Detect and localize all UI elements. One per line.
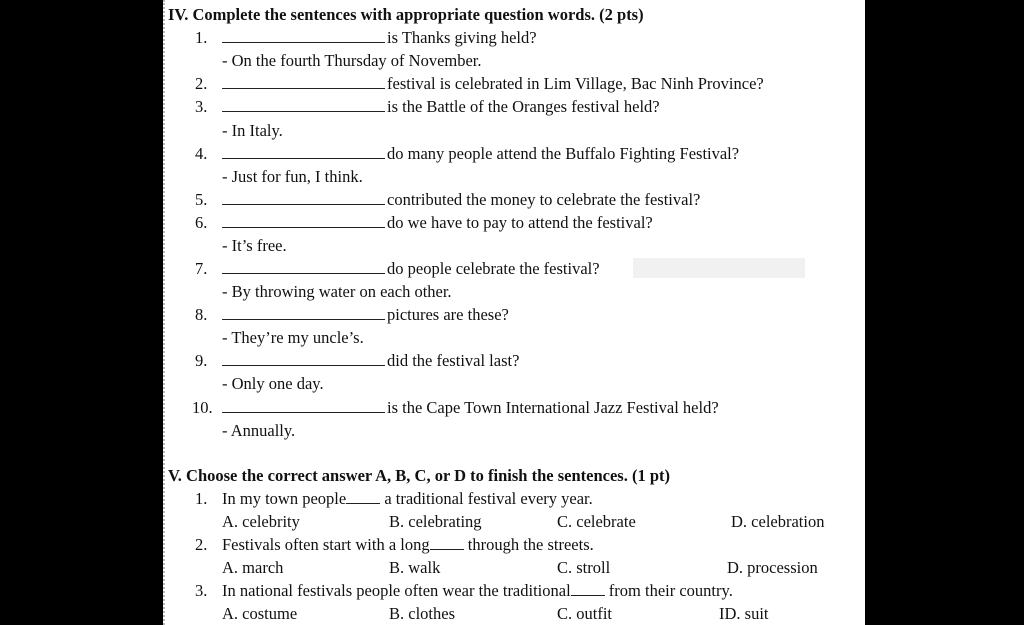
item-text: is the Battle of the Oranges festival held? — [387, 97, 660, 116]
item-text: pictures are these? — [387, 305, 509, 324]
answer-blank — [222, 74, 385, 89]
section-4-heading: IV. Complete the sentences with appropriate question words. (2 pts) — [168, 5, 644, 24]
question-before: In national festivals people often wear the traditional — [222, 581, 571, 600]
question-before: In my town people — [222, 489, 347, 508]
option-a: A. march — [222, 558, 284, 577]
answer-blank — [222, 97, 385, 112]
answer-text: - Only one day. — [222, 374, 324, 393]
item-text: do people celebrate the festival? — [387, 259, 600, 278]
option-b: B. walk — [389, 558, 441, 577]
item-text: is the Cape Town International Jazz Festival held? — [387, 398, 719, 417]
item-text: festival is celebrated in Lim Village, Bac Ninh Province? — [387, 74, 764, 93]
item-number: 8. — [195, 305, 208, 324]
option-b: B. clothes — [389, 604, 455, 623]
question-after: from their country. — [608, 581, 733, 600]
option-d: D. procession — [727, 558, 818, 577]
question-text — [222, 489, 593, 509]
answer-text: - Annually. — [222, 421, 296, 440]
answer-blank — [571, 583, 605, 596]
item-number: 9. — [195, 351, 208, 370]
question-number: 3. — [195, 581, 208, 600]
answer-blank — [222, 305, 385, 320]
option-b: B. celebrating — [389, 512, 482, 531]
answer-blank — [222, 28, 385, 43]
question-after: through the streets. — [467, 535, 594, 554]
question-before: Festivals often start with a long — [222, 535, 430, 554]
answer-text: - On the fourth Thursday of November. — [222, 51, 482, 70]
question-text — [222, 535, 594, 555]
option-d: ID. suit — [719, 604, 769, 623]
answer-text: - They’re my uncle’s. — [222, 328, 364, 347]
answer-blank — [222, 351, 385, 366]
answer-blank — [222, 213, 385, 228]
answer-blank — [430, 537, 464, 550]
item-number: 5. — [195, 190, 208, 209]
question-number: 1. — [195, 489, 208, 508]
item-number: 3. — [195, 97, 208, 116]
item-text: contributed the money to celebrate the festival? — [387, 190, 701, 209]
answer-blank — [222, 398, 385, 413]
option-c: C. stroll — [557, 558, 611, 577]
option-c: C. celebrate — [557, 512, 636, 531]
grey-highlight — [633, 258, 805, 278]
question-after: a traditional festival every year. — [384, 489, 593, 508]
item-number: 10. — [192, 398, 213, 417]
item-number: 1. — [195, 28, 208, 47]
option-c: C. outfit — [557, 604, 613, 623]
answer-blank — [222, 259, 385, 274]
option-a: A. costume — [222, 604, 298, 623]
item-text: did the festival last? — [387, 351, 520, 370]
worksheet-page — [163, 0, 865, 625]
item-number: 6. — [195, 213, 208, 232]
answer-blank — [222, 144, 385, 159]
item-number: 2. — [195, 74, 208, 93]
answer-text: - In Italy. — [222, 121, 283, 140]
answer-blank — [346, 491, 380, 504]
section-5-heading: V. Choose the correct answer A, B, C, or D to finish the sentences. (1 pt) — [168, 466, 670, 485]
option-a: A. celebrity — [222, 512, 300, 531]
answer-text: - By throwing water on each other. — [222, 282, 452, 301]
answer-blank — [222, 190, 385, 205]
item-text: is Thanks giving held? — [387, 28, 537, 47]
option-d: D. celebration — [731, 512, 825, 531]
item-number: 4. — [195, 144, 208, 163]
answer-text: - Just for fun, I think. — [222, 167, 363, 186]
item-text: do we have to pay to attend the festival? — [387, 213, 653, 232]
question-number: 2. — [195, 535, 208, 554]
item-number: 7. — [195, 259, 208, 278]
question-text — [222, 581, 733, 601]
answer-text: - It’s free. — [222, 236, 287, 255]
item-text: do many people attend the Buffalo Fighting Festival? — [387, 144, 740, 163]
